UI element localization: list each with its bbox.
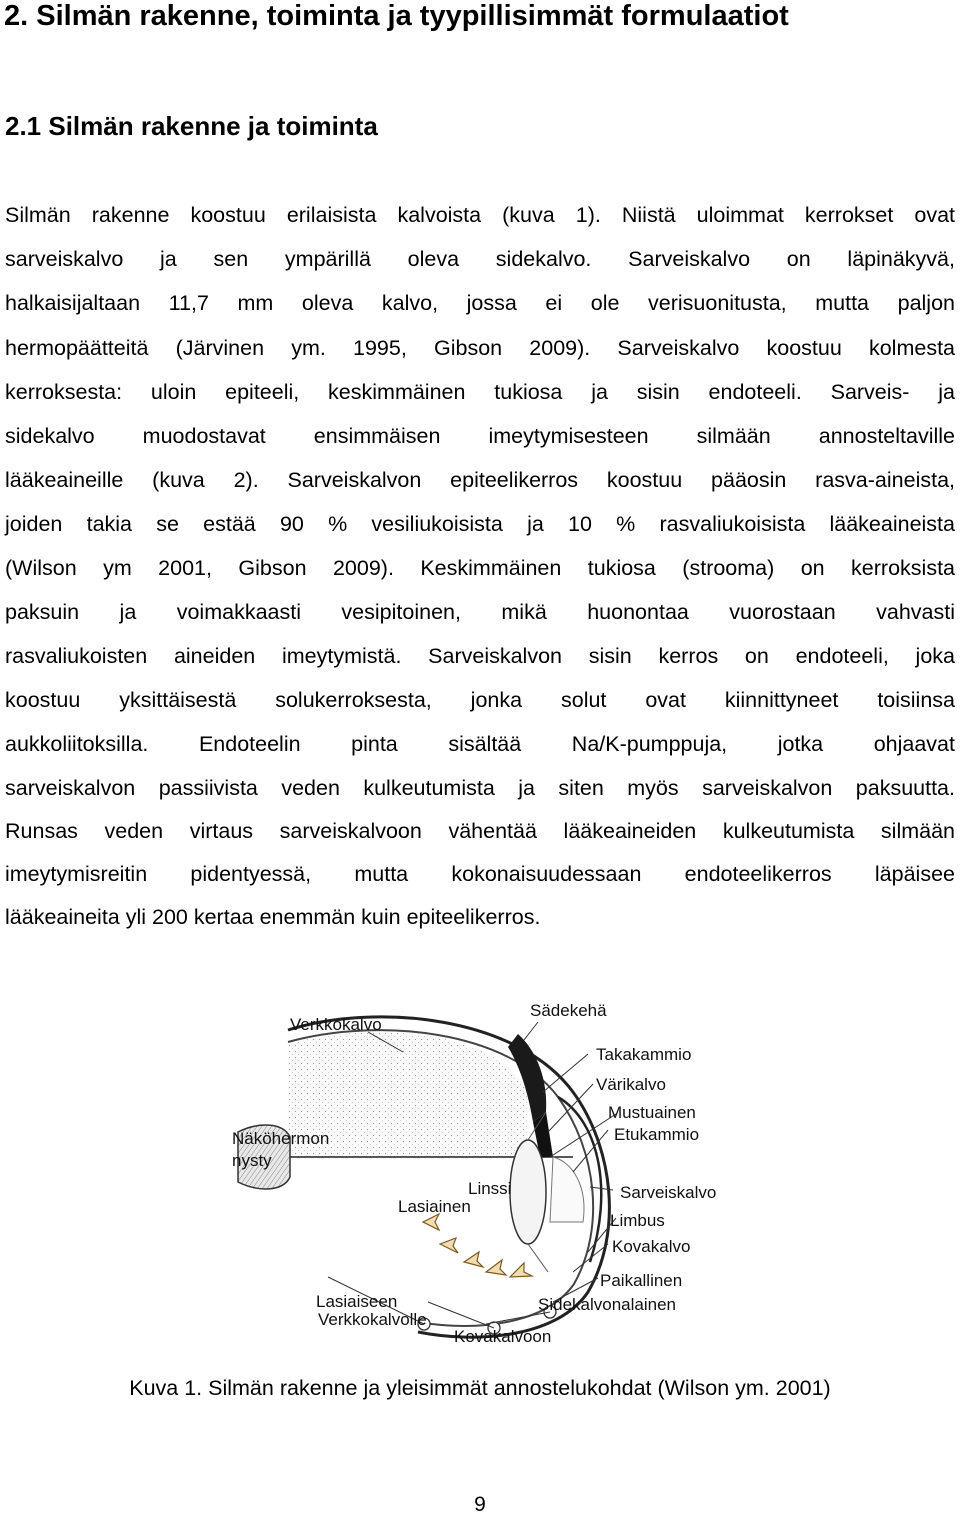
paragraph-line: halkaisijaltaan 11,7 mm oleva kalvo, jossa ei ole verisuonitusta, mutta paljon: [5, 291, 955, 315]
eye-diagram: [228, 972, 730, 1350]
paragraph-line: sarveiskalvo ja sen ympärillä oleva sidekalvo. Sarveiskalvo on läpinäkyvä,: [5, 247, 955, 271]
paragraph-line: sarveiskalvon passiivista veden kulkeutumista ja siten myös sarveiskalvon paksuutta.: [5, 776, 955, 800]
label-sarveiskalvo: Sarveiskalvo: [620, 1183, 717, 1202]
eye-anatomy-figure: [228, 972, 730, 1350]
paragraph-line: paksuin ja voimakkaasti vesipitoinen, mikä huonontaa vuorostaan vahvasti: [5, 600, 955, 624]
paragraph-line: sidekalvo muodostavat ensimmäisen imeytymisesteen silmään annosteltaville: [5, 424, 955, 448]
label-varikalvo: Värikalvo: [596, 1075, 666, 1094]
label-sidekalvonalainen: Sidekalvonalainen: [538, 1295, 676, 1314]
lens: [510, 1140, 546, 1244]
label-verkkokalvo: Verkkokalvo: [290, 1015, 382, 1034]
label-mustuainen: Mustuainen: [608, 1103, 696, 1122]
paragraph-line: lääkeaineille (kuva 2). Sarveiskalvon epiteelikerros koostuu pääosin rasva-aineista,: [5, 468, 955, 492]
anterior-chamber: [550, 1157, 584, 1222]
paragraph-line: Runsas veden virtaus sarveiskalvoon vähentää lääkeaineiden kulkeutumista silmään: [5, 819, 955, 843]
label-lasiainen: Lasiainen: [398, 1197, 471, 1216]
page-number: 9: [474, 1493, 486, 1516]
label-limbus: Limbus: [610, 1211, 665, 1230]
chapter-heading: 2. Silmän rakenne, toiminta ja tyypillisimmät formulaatiot: [4, 0, 789, 32]
label-lasiaiseen: Lasiaiseen: [316, 1292, 398, 1311]
label-linssi: Linssi: [468, 1179, 512, 1198]
paragraph-line: (Wilson ym 2001, Gibson 2009). Keskimmäinen tukiosa (strooma) on kerroksista: [5, 556, 955, 580]
label-nakohermo-1: Näköhermon: [232, 1129, 330, 1148]
label-sadekeha: Sädekehä: [530, 1001, 607, 1020]
paragraph-line: aukkoliitoksilla. Endoteelin pinta sisältää Na/K-pumppuja, jotka ohjaavat: [5, 732, 955, 756]
paragraph-line: kerroksesta: uloin epiteeli, keskimmäinen tukiosa ja sisin endoteeli. Sarveis- ja: [5, 380, 955, 404]
paragraph-line: Silmän rakenne koostuu erilaisista kalvoista (kuva 1). Niistä uloimmat kerrokset ovat: [5, 203, 955, 227]
label-etukammio: Etukammio: [614, 1125, 700, 1144]
paragraph-line: koostuu yksittäisestä solukerroksesta, jonka solut ovat kiinnittyneet toisiinsa: [5, 688, 955, 712]
label-takakammio: Takakammio: [596, 1045, 692, 1064]
paragraph-line: rasvaliukoisten aineiden imeytymistä. Sarveiskalvon sisin kerros on endoteeli, joka: [5, 644, 955, 668]
figure-caption: Kuva 1. Silmän rakenne ja yleisimmät annostelukohdat (Wilson ym. 2001): [129, 1376, 831, 1400]
section-heading: 2.1 Silmän rakenne ja toiminta: [5, 111, 378, 141]
label-nakohermo-2: nysty: [232, 1151, 272, 1170]
paragraph-line: imeytymisreitin pidentyessä, mutta kokonaisuudessaan endoteelikerros läpäisee: [5, 862, 955, 886]
label-kovakalvoon: Kovakalvoon: [454, 1327, 552, 1346]
paragraph-line: hermopäätteitä (Järvinen ym. 1995, Gibson 2009). Sarveiskalvo koostuu kolmesta: [5, 336, 955, 360]
label-kovakalvo: Kovakalvo: [612, 1237, 691, 1256]
label-paikallinen: Paikallinen: [600, 1271, 683, 1290]
label-verkkokalvolle: Verkkokalvolle: [318, 1310, 427, 1329]
paragraph-line: joiden takia se estää 90 % vesiliukoisista ja 10 % rasvaliukoisista lääkeaineista: [5, 512, 955, 536]
paragraph-line: lääkeaineita yli 200 kertaa enemmän kuin epiteelikerros.: [5, 905, 541, 929]
